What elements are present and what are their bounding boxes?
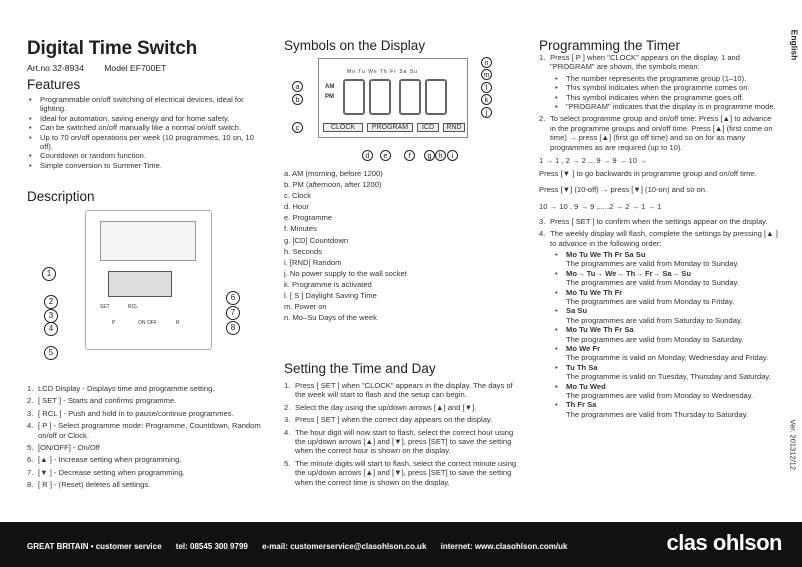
legend-item: g. [CD] Countdown [284, 235, 349, 245]
list-item: • Ideal for automation, saving energy and for home safety. [27, 114, 267, 123]
list-item: • Mo Tu We Th Fr Sa Su The programmes are valid from Monday to Sunday. [553, 250, 779, 269]
list-item: • Programmable on/off switching of electrical devices, ideal for lighting. [27, 95, 267, 114]
rnd-bar: RND [443, 123, 465, 132]
list-item: • Mo Tu We Th Fr The programmes are valid from Monday to Friday. [553, 288, 779, 307]
list-item: • Tu Th Sa The programme is valid on Tuesday, Thursday and Saturday. [553, 363, 779, 382]
pointer-d: d [362, 150, 373, 161]
description-list [27, 384, 267, 493]
back-text: Press [▼ ] to go backwards in programme group and on/off time. [539, 169, 757, 179]
digit [343, 79, 365, 115]
device-lcd [108, 271, 172, 297]
callout-4: 4 [44, 322, 58, 336]
version-label: Ver. 201312/12 [788, 419, 797, 470]
list-item: 3. [ RCL ] - Push and hold in to pause/continue programmes. [27, 408, 234, 418]
pointer-m: m [481, 69, 492, 80]
legend-item: l. [ S ] Daylight Saving Time [284, 291, 377, 301]
list-item: 1. LCD Display - Displays time and programme setting. [27, 384, 215, 393]
list-item: 6. [▲ ] - Increase setting when programming. [27, 455, 182, 465]
legend-item: f. Minutes [284, 224, 317, 234]
language-label: English [789, 29, 800, 61]
pointer-a: a [292, 81, 303, 92]
day-orders [553, 250, 779, 419]
list-item: • This symbol indicates when the programme goes off. [553, 93, 779, 102]
list-item: 1. Press [ SET ] when "CLOCK" appears in the display. The days of the week will start to flash and the setup can begin. [284, 381, 513, 400]
device-illustration [85, 210, 212, 350]
list-item: • "PROGRAM" indicates that the display is in programme mode. [553, 102, 779, 111]
callout-8: 8 [226, 321, 240, 335]
back-text-2: Press [▼] (10-off) → press [▼] (10-on) and so on. [539, 184, 708, 194]
sequence-backward: 10 → 10 , 9 → 9 ......2 → 2 → 1 → 1 [539, 202, 662, 212]
pointer-g: g [424, 150, 435, 161]
onoff-label: ON OFF [138, 320, 157, 326]
pointer-i: i [447, 150, 458, 161]
pointer-k: k [481, 94, 492, 105]
icd-bar: ICD [417, 123, 439, 132]
list-item: 5. [ON/OFF] - On/Off [27, 443, 100, 453]
setting-list [284, 381, 524, 490]
legend-item: j. No power supply to the wall socket [284, 268, 407, 278]
clock-bar: CLOCK [323, 123, 363, 132]
callout-7: 7 [226, 306, 240, 320]
description-heading: Description [27, 189, 95, 204]
brand-logo: clas ohlson [666, 530, 782, 555]
legend-item: a. AM (morning, before 1200) [284, 169, 383, 178]
list-item: • Mo Tu We Th Fr Sa The programmes are valid from Monday to Saturday. [553, 325, 779, 344]
art-no: Art.no 32-8934 [27, 63, 84, 73]
pointer-n: n [481, 57, 492, 68]
callout-3: 3 [44, 309, 58, 323]
list-item: 4. [ P ] - Select programme mode: Programme, Countdown, Random on/off or Clock. [27, 421, 261, 440]
list-item: 5. The minute digits will start to flash, select the correct minute using the up/down arrows [▲] and [▼], press [SET] to save the setting when the correct time is shown on the display. [284, 458, 517, 487]
list-item: 2. [ SET ] - Starts and confirms programme. [27, 396, 177, 406]
legend-item: b. PM (afternoon, after 1200) [284, 180, 382, 190]
list-item: • This symbol indicates when the programme comes on. [553, 83, 779, 92]
step-2: 2. To select programme group and on/off time: Press [▲] to advance in the programme groups and on/off time. Press [▲] (first come on time) → press [▲] (first go off time) and so on for as many programmes as are required (up to 10). [539, 114, 773, 152]
footer-country: GREAT BRITAIN • customer service [27, 542, 162, 551]
list-item: • Mo Tu Wed The programmes are valid from Monday to Wednesday. [553, 382, 779, 401]
step-3: 3. Press [ SET ] to confirm when the settings appear on the display. [539, 216, 768, 226]
list-item: 3. Press [ SET ] when the correct day appears on the display. [284, 415, 493, 425]
list-item: • Can be switched on/off manually like a normal on/off switch. [27, 123, 267, 132]
article-number [27, 63, 184, 73]
callout-5: 5 [44, 346, 58, 360]
days-strip: Mo Tu We Th Fr Sa Su [347, 69, 418, 75]
digit [369, 79, 391, 115]
program-bar: PROGRAM [367, 123, 413, 132]
callout-2: 2 [44, 295, 58, 309]
list-item: 8. [ R ] - (Reset) deletes all settings. [27, 480, 151, 490]
list-item: 2. Select the day using the up/down arrows [▲] and [▼]. [284, 402, 477, 412]
legend-item: n. Mo–Su Days of the week [284, 313, 377, 323]
language-tab [780, 0, 802, 86]
footer-web: internet: www.clasohlson.com/uk [440, 542, 568, 551]
p-label: P [112, 320, 116, 326]
pointer-b: b [292, 94, 303, 105]
legend-item: i. [RND] Random [284, 257, 342, 267]
legend-item: d. Hour [284, 202, 309, 212]
pointer-c: c [292, 122, 303, 133]
legend-item: h. Seconds [284, 246, 322, 256]
list-item: 7. [▼ ] - Decrease setting when programming. [27, 467, 185, 477]
list-item: • Countdown or random function. [27, 151, 267, 160]
footer-email: e-mail: customerservice@clasohlson.co.uk [262, 542, 427, 551]
features-list [27, 95, 267, 170]
digit [425, 79, 447, 115]
list-item: • Mo→ Tu→ We→ Th→ Fr→ Sa→ Su The programmes are valid from Monday to Sunday. [553, 269, 779, 288]
list-item: • Th Fr Sa The programmes are valid from Thursday to Saturday. [553, 400, 779, 419]
step-1: 1. Press [ P ] when "CLOCK" appears on the display, 1 and "PROGRAM" are shown, the symbols mean: [539, 53, 740, 72]
callout-6: 6 [226, 291, 240, 305]
lcd-diagram [318, 58, 468, 138]
set-label: SET [100, 304, 110, 310]
digit [399, 79, 421, 115]
setting-heading: Setting the Time and Day [284, 361, 436, 376]
legend-item: m. Power on [284, 302, 327, 312]
model-no: Model EF700ET [104, 63, 167, 73]
programming-heading: Programming the Timer [539, 38, 681, 53]
legend-item: k. Programme is activated [284, 279, 372, 289]
pointer-j: j [481, 107, 492, 118]
features-heading: Features [27, 77, 81, 92]
list-item: • Mo We Fr The programme is valid on Monday, Wednesday and Friday. [553, 344, 779, 363]
list-item: • Simple conversion to Summer Time. [27, 161, 267, 170]
step1-bullets [553, 74, 779, 112]
device-cover [100, 221, 196, 261]
list-item: • Sa Su The programmes are valid from Saturday to Sunday. [553, 306, 779, 325]
programming-body [539, 53, 779, 419]
sequence-forward: 1 → 1 , 2 → 2 ... 9 → 9 → 10 → [539, 156, 647, 166]
pointer-e: e [380, 150, 391, 161]
pointer-h: h [435, 150, 446, 161]
pointer-l: l [481, 82, 492, 93]
footer [0, 522, 802, 567]
am-label: AM [325, 84, 335, 90]
footer-tel: tel: 08545 300 9799 [175, 542, 248, 551]
legend-item: e. Programme [284, 213, 333, 223]
list-item: • Up to 70 on/off operations per week (10 programmes, 10 on, 10 off). [27, 133, 267, 152]
symbols-legend [284, 168, 524, 323]
symbols-heading: Symbols on the Display [284, 38, 426, 53]
legend-item: c. Clock [284, 191, 312, 201]
rcl-label: RCL [128, 304, 139, 310]
page-title: Digital Time Switch [27, 38, 198, 59]
list-item: • The number represents the programme group (1–10). [553, 74, 779, 83]
pm-label: PM [325, 94, 334, 100]
step-4: 4. The weekly display will flash, complete the settings by pressing [▲ ] to advance in the following order: [539, 229, 778, 248]
pointer-f: f [404, 150, 415, 161]
callout-1: 1 [42, 267, 56, 281]
list-item: 4. The hour digit will now start to flash, select the correct hour using the up/down arrows [▲] and [▼], press [SET] to save the setting when the correct hour is shown on the display. [284, 427, 514, 456]
r-label: R [176, 320, 180, 326]
footer-contact [27, 542, 579, 551]
